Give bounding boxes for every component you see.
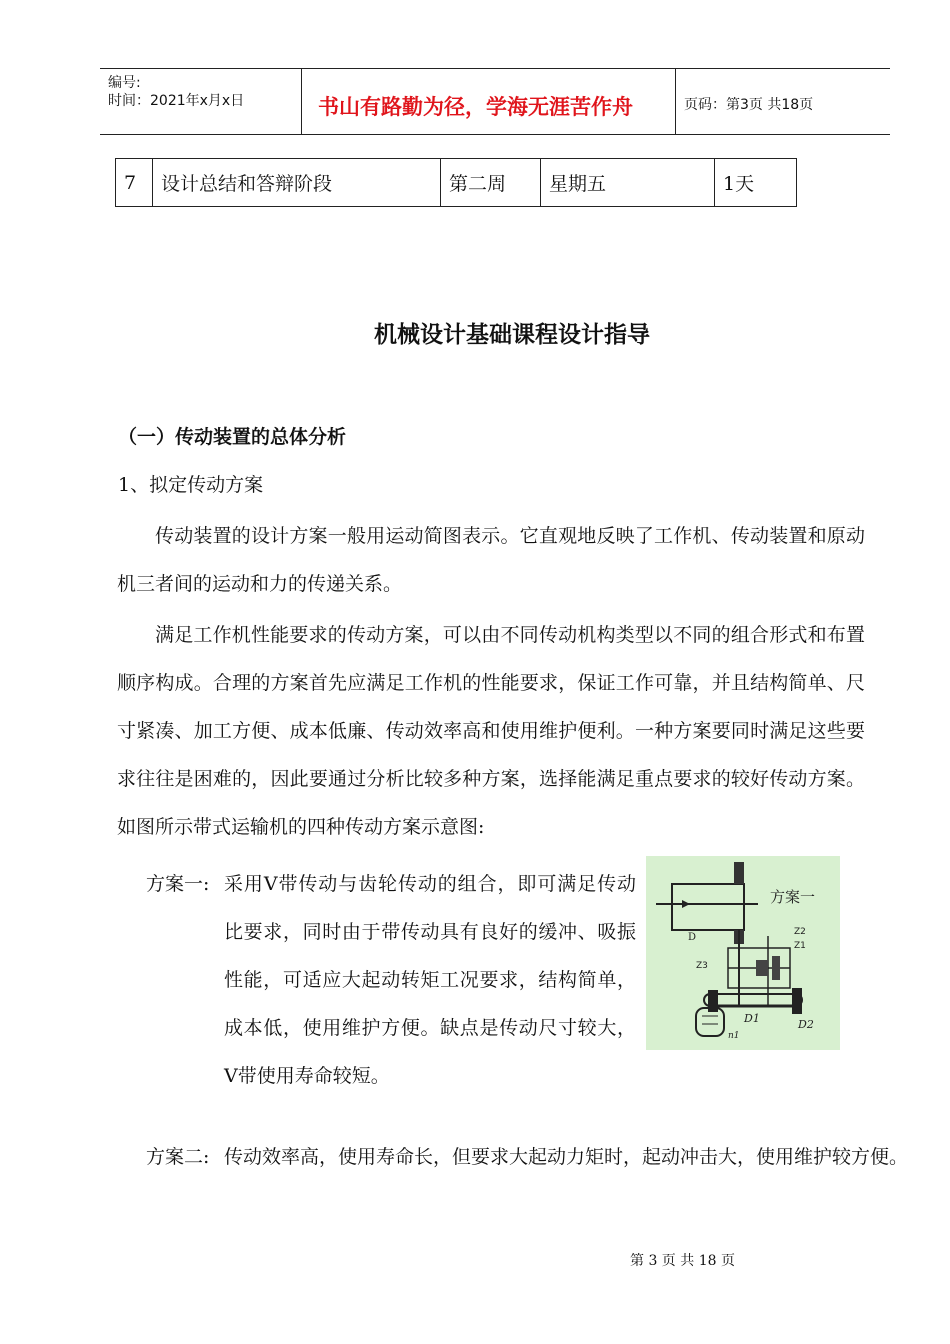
subsection-heading: 1、拟定传动方案 — [118, 474, 264, 496]
figure-label-n1: n1 — [728, 1031, 740, 1041]
table-row — [116, 159, 797, 207]
figure-label-d2: D2 — [798, 1018, 814, 1031]
table-cell-day: 星期五 — [541, 159, 715, 207]
table-cell-duration: 1天 — [715, 159, 797, 207]
figure-label-z1: Z1 — [794, 941, 806, 951]
scheme-one-text: 采用V带传动与齿轮传动的组合，即可满足传动比要求，同时由于带传动具有良好的缓冲、吸振性能，可适应大起动转矩工况要求，结构简单，成本低，使用维护方便。缺点是传动尺寸较大，V带使用寿命较短。 — [224, 873, 636, 1087]
table-cell-task: 设计总结和答辩阶段 — [153, 159, 441, 207]
header-page-info: 页码：第3页 共18页 — [684, 97, 814, 113]
figure-label-d: D — [688, 932, 697, 943]
paragraph: 传动装置的设计方案一般用运动简图表示。它直观地反映了工作机、传动装置和原动机三者间的运动和力的传递关系。 — [117, 525, 865, 595]
header-time-label: 时间：2021年x月x日 — [108, 93, 245, 109]
header-divider — [675, 68, 676, 135]
scheme-one-label: 方案一: — [146, 873, 210, 895]
header-number-label: 编号: — [108, 75, 141, 91]
figure-label-z2: Z2 — [794, 927, 806, 937]
document-title: 机械设计基础课程设计指导 — [374, 322, 650, 348]
page-footer: 第 3 页 共 18 页 — [630, 1253, 735, 1269]
scheme-two-label: 方案二: — [146, 1146, 210, 1168]
header-divider — [301, 68, 302, 135]
section-heading: （一）传动装置的总体分析 — [118, 426, 347, 448]
paragraph: 满足工作机性能要求的传动方案，可以由不同传动机构类型以不同的组合形式和布置顺序构成。合理的方案首先应满足工作机的性能要求，保证工作可靠，并且结构简单、尺寸紧凑、加工方便、成本低廉、传动效率高和使用维护便利。一种方案要同时满足这些要求往往是困难的，因此要通过分析比较多种方案，选择能满足重点要求的较好传动方案。如图所示带式运输机的四种传动方案示意图: — [117, 624, 865, 838]
figure-caption: 方案一 — [770, 888, 816, 906]
header-top-rule — [100, 68, 890, 69]
scheme-two-text: 传动效率高，使用寿命长，但要求大起动力矩时，起动冲击大，使用维护较方便。 — [224, 1146, 909, 1168]
figure-label-d1: D1 — [744, 1012, 760, 1025]
table-cell-week: 第二周 — [441, 159, 541, 207]
scheme-one-diagram — [646, 856, 840, 1050]
header-bottom-rule — [100, 134, 890, 135]
scheme-one-figure — [646, 856, 840, 1050]
figure-label-z3: Z3 — [696, 961, 708, 971]
schedule-table — [115, 158, 797, 207]
header-motto: 书山有路勤为径，学海无涯苦作舟 — [318, 95, 633, 119]
table-cell-index: 7 — [116, 159, 153, 207]
